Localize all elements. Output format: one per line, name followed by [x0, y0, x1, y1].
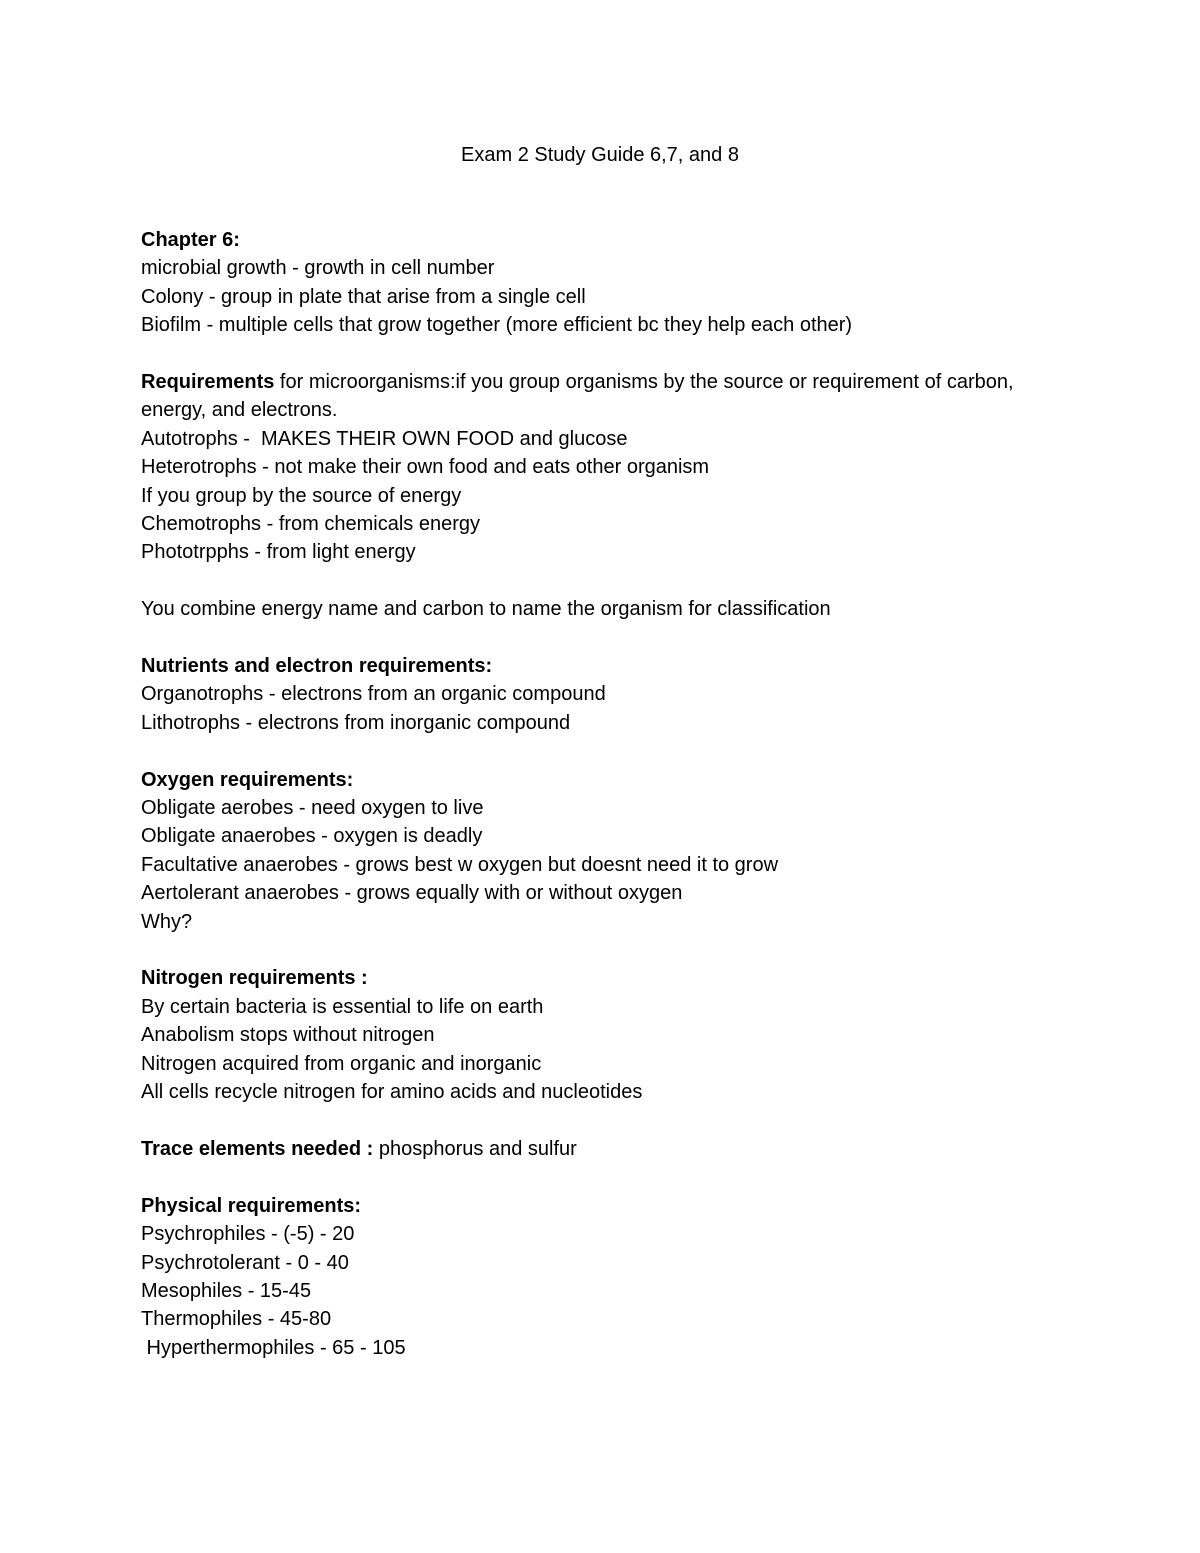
text-line: Obligate aerobes - need oxygen to live [141, 797, 484, 820]
text-line: Heterotrophs - not make their own food and eats other organism [141, 456, 710, 479]
document-body [141, 226, 1041, 1362]
classification-note: You combine energy name and carbon to name the organism for classification [141, 598, 831, 621]
text-line: If you group by the source of energy [141, 484, 462, 507]
text-line: Phototrpphs - from light energy [141, 541, 416, 564]
text-line: Biofilm - multiple cells that grow together (more efficient bc they help each other) [141, 314, 853, 337]
section-heading: Oxygen requirements: [141, 768, 354, 791]
section-heading: Physical requirements: [141, 1194, 362, 1217]
text-line: Chemotrophs - from chemicals energy [141, 513, 481, 536]
text-line: Psychrotolerant - 0 - 40 [141, 1251, 349, 1274]
trace-elements-line: Trace elements needed : phosphorus and sulfur [141, 1137, 577, 1160]
text-line: microbial growth - growth in cell number [141, 257, 495, 280]
text-line: Lithotrophs - electrons from inorganic compound [141, 711, 571, 734]
text-line: Anabolism stops without nitrogen [141, 1024, 435, 1047]
text-line: Thermophiles - 45-80 [141, 1308, 332, 1331]
requirements-intro: Requirements for microorganisms:if you group organisms by the source or requirement of carbon, energy, and electrons. [141, 371, 1014, 422]
section-heading: Trace elements needed : [141, 1137, 374, 1160]
text-line: Mesophiles - 15-45 [141, 1279, 312, 1302]
section-heading: Nutrients and electron requirements: [141, 655, 493, 678]
text-line: Organotrophs - electrons from an organic compound [141, 683, 606, 706]
text-line: By certain bacteria is essential to life on earth [141, 995, 544, 1018]
text-line: Autotrophs - MAKES THEIR OWN FOOD and glucose [141, 427, 628, 450]
section-heading: Requirements [141, 371, 275, 394]
section-heading: Nitrogen requirements : [141, 967, 368, 990]
text-line: Psychrophiles - (-5) - 20 [141, 1223, 355, 1246]
text-line: Hyperthermophiles - 65 - 105 [141, 1336, 406, 1359]
chapter-heading: Chapter 6: [141, 229, 240, 251]
text-line: Why? [141, 910, 193, 933]
text-line: Colony - group in plate that arise from a single cell [141, 285, 586, 308]
text-line: Aertolerant anaerobes - grows equally with or without oxygen [141, 882, 683, 905]
text-line: Obligate anaerobes - oxygen is deadly [141, 825, 483, 848]
text-line: Nitrogen acquired from organic and inorganic [141, 1052, 542, 1075]
text-line: Facultative anaerobes - grows best w oxygen but doesnt need it to grow [141, 853, 779, 876]
text-line: All cells recycle nitrogen for amino acids and nucleotides [141, 1081, 643, 1104]
document-title: Exam 2 Study Guide 6,7, and 8 [461, 144, 739, 166]
